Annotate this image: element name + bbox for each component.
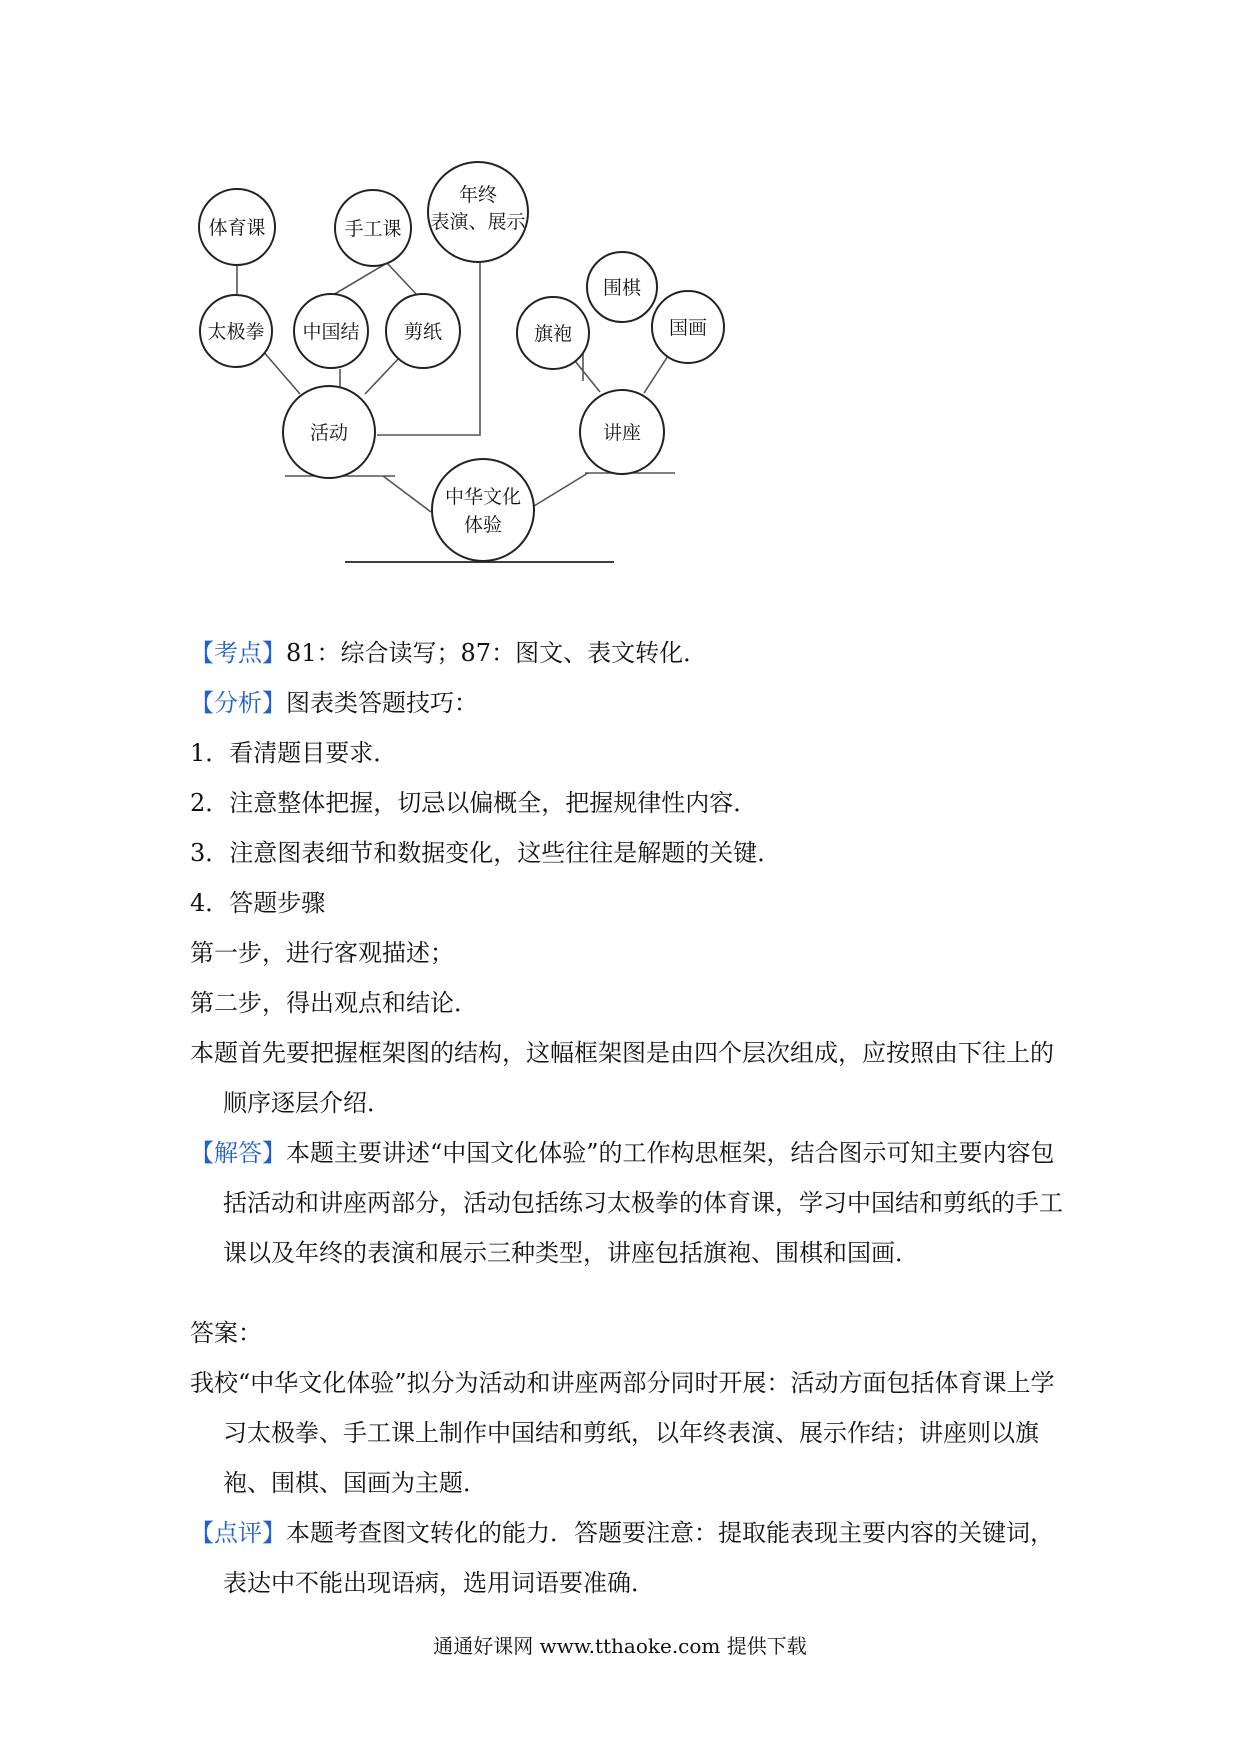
jieda-tag: 【解答】	[190, 1139, 286, 1167]
fenxi-tag: 【分析】	[190, 689, 286, 717]
node-activity-label: 活动	[309, 422, 349, 444]
step-two: 第二步，得出观点和结论．	[190, 989, 478, 1017]
fenxi-paragraph	[190, 678, 1070, 728]
dianping-text: 本题考查图文转化的能力．答题要注意：提取能表现主要内容的关键词，表达中不能出现语病，选用词语要准确．	[223, 1519, 1054, 1597]
node-weiqi-label: 围棋	[602, 277, 642, 299]
node-qipao	[517, 297, 589, 369]
spacer	[190, 1278, 1070, 1308]
node-yearend	[428, 162, 528, 262]
node-qipao-label: 旗袍	[533, 323, 573, 345]
node-papercut	[386, 294, 460, 368]
node-knot	[294, 294, 368, 368]
kaodian-text: 81：综合读写；87：图文、表文转化．	[286, 639, 708, 667]
node-papercut-label: 剪纸	[403, 321, 443, 343]
step-item: 3．注意图表细节和数据变化，这些往往是解题的关键．	[190, 839, 782, 867]
page-footer: 通通好课网 www.tthaoke.com 提供下载	[433, 1634, 807, 1658]
node-craft-label: 手工课	[344, 218, 402, 240]
node-yearend-label-1: 年终	[458, 184, 498, 206]
edge-painting-lecture	[644, 356, 668, 393]
step-item: 1．看清题目要求．	[190, 739, 398, 767]
node-lecture	[580, 390, 664, 474]
step-item: 2．注意整体把握，切忌以偏概全，把握规律性内容．	[190, 789, 758, 817]
node-root-label-2: 体验	[463, 514, 503, 536]
node-activity	[283, 386, 375, 478]
node-root	[432, 459, 534, 561]
node-taiji	[200, 295, 272, 367]
framework-diagram	[0, 0, 1240, 600]
node-weiqi	[587, 252, 657, 322]
node-lecture-label: 讲座	[602, 422, 642, 444]
dianping-paragraph	[190, 1508, 1070, 1608]
step-one: 第一步，进行客观描述；	[190, 939, 454, 967]
node-pe-class	[199, 189, 275, 265]
intro-paragraph: 本题首先要把握框架图的结构，这幅框架图是由四个层次组成，应按照由下往上的顺序逐层介绍．	[190, 1039, 1054, 1117]
node-root-label-1: 中华文化	[444, 486, 522, 508]
step-item: 4．答题步骤	[190, 889, 326, 917]
edge-root-lecture	[534, 473, 588, 506]
kaodian-paragraph	[190, 628, 1070, 678]
node-yearend-label-2: 表演、展示	[430, 211, 526, 233]
edge-papercut-activity	[365, 357, 400, 394]
edge-qipao-lecture	[575, 361, 600, 392]
kaodian-tag: 【考点】	[190, 639, 286, 667]
node-painting-label: 国画	[668, 317, 708, 339]
fenxi-text: 图表类答题技巧：	[286, 689, 478, 717]
jieda-text: 本题主要讲述“中国文化体验”的工作构思框架，结合图示可知主要内容包括活动和讲座两部分，活动包括练习太极拳的体育课，学习中国结和剪纸的手工课以及年终的表演和展示三种类型，讲座包括旗袍、围棋和国画．	[223, 1139, 1063, 1267]
node-knot-label: 中国结	[302, 321, 360, 343]
node-taiji-label: 太极拳	[207, 321, 265, 343]
edge-activity-root	[383, 476, 431, 512]
explanation-body	[190, 628, 1070, 1608]
answer-paragraph: 我校“中华文化体验”拟分为活动和讲座两部分同时开展：活动方面包括体育课上学习太极拳、手工课上制作中国结和剪纸，以年终表演、展示作结；讲座则以旗袍、围棋、国画为主题．	[190, 1369, 1055, 1497]
jieda-paragraph	[190, 1128, 1070, 1278]
node-painting	[652, 291, 724, 363]
edge-taiji-activity	[262, 350, 300, 394]
dianping-tag: 【点评】	[190, 1519, 286, 1547]
edge-craft-papercut	[387, 263, 418, 296]
edge-craft-knot	[333, 263, 387, 295]
node-pe-label: 体育课	[208, 217, 266, 239]
answer-label: 答案：	[190, 1319, 262, 1347]
node-craft-class	[335, 190, 411, 266]
